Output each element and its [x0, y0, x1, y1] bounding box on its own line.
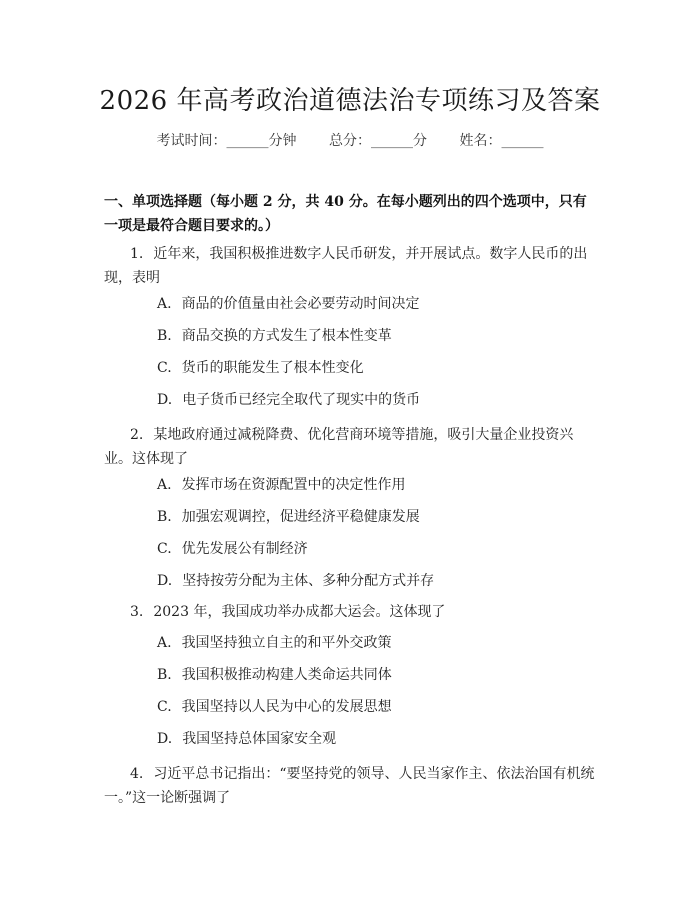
question-3-option-c: [157, 697, 392, 717]
question-1: [104, 242, 600, 290]
option-letter: C.: [157, 699, 172, 715]
option-text: 我国积极推动构建人类命运共同体: [181, 667, 392, 683]
option-letter: D.: [157, 392, 173, 408]
question-1-option-a: [157, 294, 420, 314]
option-letter: B.: [157, 328, 172, 344]
option-text: 加强宏观调控，促进经济平稳健康发展: [181, 509, 420, 525]
document-title: 2026 年高考政治道德法治专项练习及答案: [99, 86, 601, 116]
option-text: 货币的职能发生了根本性变化: [181, 360, 364, 376]
question-number: 2.: [130, 427, 144, 443]
option-text: 我国坚持独立自主的和平外交政策: [181, 635, 392, 651]
exam-time-label: 考试时间：______分钟: [156, 133, 297, 149]
exam-meta: [0, 130, 700, 150]
question-1-option-b: [157, 326, 392, 346]
question-3: [104, 600, 600, 624]
question-1-option-d: [157, 390, 420, 410]
option-letter: A.: [157, 296, 172, 312]
total-score-label: 总分：______分: [329, 133, 427, 149]
option-text: 电子货币已经完全取代了现实中的货币: [182, 392, 421, 408]
option-letter: C.: [157, 360, 172, 376]
option-letter: B.: [157, 509, 172, 525]
option-text: 发挥市场在资源配置中的决定性作用: [181, 477, 406, 493]
option-text: 商品的价值量由社会必要劳动时间决定: [181, 296, 420, 312]
question-text: 习近平总书记指出：“要坚持党的领导、人民当家作主、依法治国有机统一。”这一论断强调了: [104, 766, 595, 806]
question-2: [104, 423, 600, 471]
option-letter: C.: [157, 541, 172, 557]
option-text: 我国坚持总体国家安全观: [182, 731, 337, 747]
question-number: 4.: [130, 766, 144, 782]
option-text: 商品交换的方式发生了根本性变革: [181, 328, 392, 344]
option-letter: D.: [157, 731, 173, 747]
option-text: 坚持按劳分配为主体、多种分配方式并存: [182, 573, 435, 589]
question-2-option-a: [157, 475, 406, 495]
question-text: 近年来，我国积极推进数字人民币研发，并开展试点。数字人民币的出现，表明: [104, 246, 588, 286]
name-label: 姓名：______: [459, 133, 544, 149]
option-letter: B.: [157, 667, 172, 683]
question-1-option-c: [157, 358, 364, 378]
question-number: 3.: [130, 604, 144, 620]
question-number: 1.: [130, 246, 144, 262]
question-text: 某地政府通过减税降费、优化营商环境等措施，吸引大量企业投资兴业。这体现了: [104, 427, 574, 467]
question-4: [104, 762, 600, 810]
section-heading: 一、单项选择题（每小题 2 分，共 40 分。在每小题列出的四个选项中，只有一项是最符合题目要求的。）: [104, 194, 587, 234]
question-3-option-b: [157, 665, 392, 685]
question-text: 2023 年，我国成功举办成都大运会。这体现了: [153, 604, 446, 620]
question-2-option-b: [157, 507, 420, 527]
option-letter: A.: [157, 635, 172, 651]
option-text: 优先发展公有制经济: [181, 541, 308, 557]
question-3-option-a: [157, 633, 392, 653]
option-text: 我国坚持以人民为中心的发展思想: [181, 699, 392, 715]
option-letter: A.: [157, 477, 172, 493]
question-3-option-d: [157, 729, 336, 749]
option-letter: D.: [157, 573, 173, 589]
question-2-option-d: [157, 571, 434, 591]
question-2-option-c: [157, 539, 308, 559]
